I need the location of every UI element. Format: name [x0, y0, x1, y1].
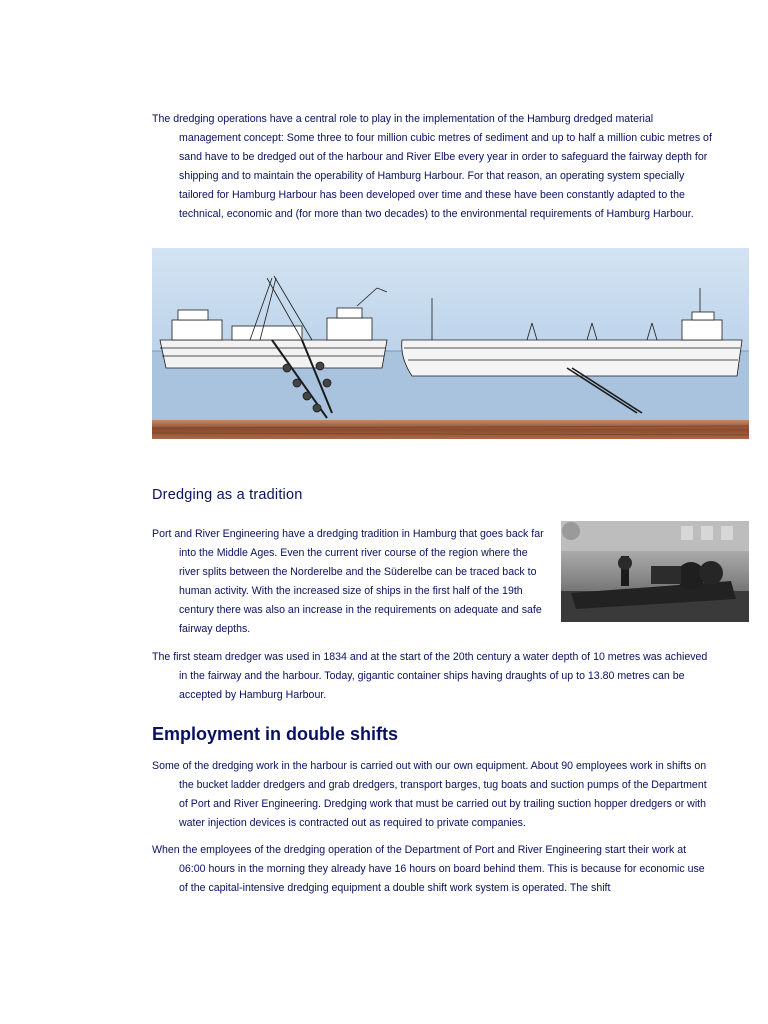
intro-paragraph: The dredging operations have a central role to play in the implementation of the Hamburg dredged material management concept: Some three to four million cubic metres of sediment and up to half a million cubic metres of sand have to be dredged out of the harbour and River Elbe every year in order to safeguard the fairway depth for shipping and to maintain the operability of Hamburg Harbour. For that reason, an operating system specially tailored for Hamburg Harbour has been developed over time and these have been constantly adapted to the technical, economic and (for more than two decades) to the environmental requirements of Hamburg Harbour. — [152, 113, 712, 220]
tradition-paragraph-1: Port and River Engineering have a dredging tradition in Hamburg that goes back far into the Middle Ages. Even the current river course of the region where the river splits between the Norderelbe and the Süderelbe can be traced back to human activity. With the increased size of ships in the first half of the 19th century there was also an increase in the requirements on adequate and safe fairway depths. — [152, 528, 544, 635]
dredger-illustration-svg — [152, 248, 749, 439]
steam-dredger-photo — [561, 521, 749, 622]
steam-dredger-photo-svg — [561, 521, 749, 622]
dredger-illustration — [152, 248, 749, 439]
shifts-paragraph-2: When the employees of the dredging operation of the Department of Port and River Engineering start their work at 06:00 hours in the morning they already have 16 hours on board behind them. This is because for economic use of the capital-intensive dredging equipment a double shift work system is operated. The shift — [152, 844, 705, 894]
heading-tradition: Dredging as a tradition — [152, 487, 303, 503]
shifts-paragraph-1: Some of the dredging work in the harbour is carried out with our own equipment. About 90 employees work in shifts on the bucket ladder dredgers and grab dredgers, transport barges, tug boats and suction pumps of the Department of Port and River Engineering. Dredging work that must be carried out by trailing suction hopper dredgers or with water injection devices is contracted out as required to private companies. — [152, 760, 707, 829]
heading-shifts: Employment in double shifts — [152, 724, 399, 744]
tradition-paragraph-2: The first steam dredger was used in 1834 and at the start of the 20th century a water depth of 10 metres was achieved in the fairway and the harbour. Today, gigantic container ships having draughts of up to 13.80 metres can be accepted by Hamburg Harbour. — [152, 651, 708, 701]
seabed — [152, 420, 749, 439]
